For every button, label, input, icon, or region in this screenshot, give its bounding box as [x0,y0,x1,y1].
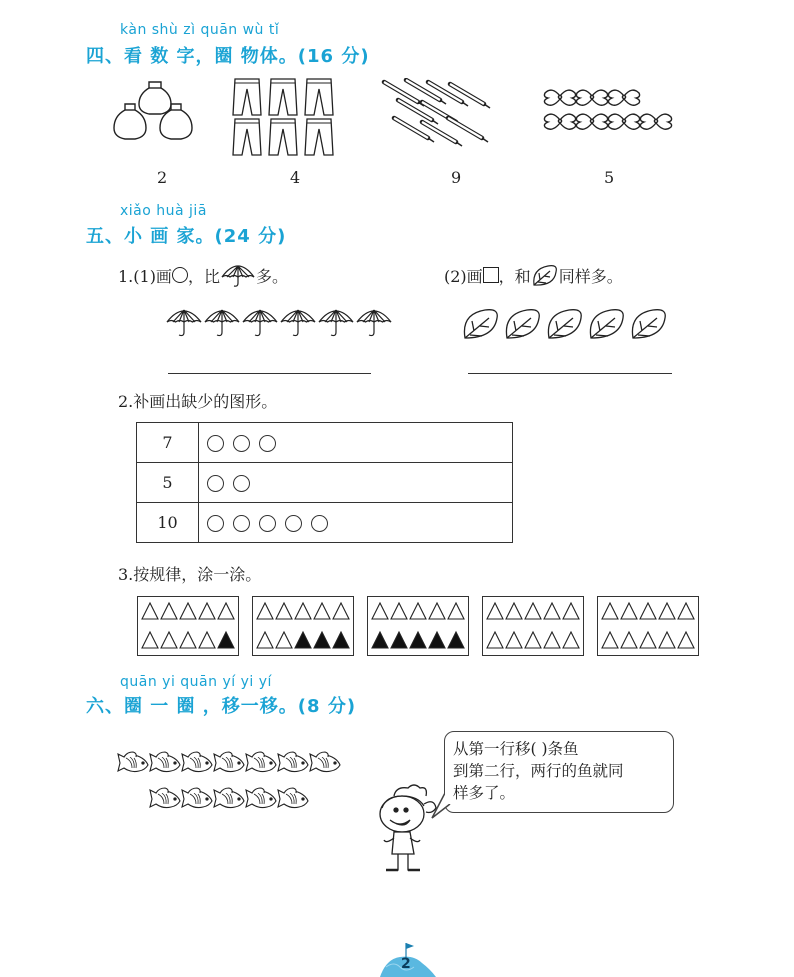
umbrella-row [166,304,396,344]
square-symbol [483,267,499,283]
bubble-line: 样多了。 [453,784,516,802]
table-number: 7 [137,423,199,463]
triangle-pattern-box[interactable] [137,596,239,656]
empty-triangle [142,603,158,619]
table-circles[interactable] [199,423,513,463]
circle-shape [259,515,276,532]
empty-triangle [276,603,292,619]
pants-icon [232,77,338,157]
filled-triangle [218,632,234,648]
section6-title: 六、圈 一 圈 ，移一移。(8 分) [86,696,357,717]
section5-pinyin: xiǎo huà jiā [120,203,207,219]
shape-table [136,422,513,543]
table-number: 10 [137,503,199,543]
empty-triangle [199,632,215,648]
circle-shape [233,435,250,452]
fish-group [112,744,362,824]
empty-triangle [506,603,522,619]
filled-triangle [410,632,426,648]
filled-triangle [295,632,311,648]
empty-triangle [333,603,349,619]
bow-icon [543,88,683,136]
question-1b: (2)画 ，和 同样多。 [444,263,623,289]
empty-triangle [621,632,637,648]
empty-triangle [678,603,694,619]
filled-triangle [333,632,349,648]
question-1a: 1.(1)画 ，比 多。 [118,263,288,289]
page-number: 2 [401,956,411,972]
question-3: 3.按规律，涂一涂。 [118,565,262,584]
leaf-icon [531,263,559,289]
empty-triangle [525,603,541,619]
triangle-row [368,597,468,655]
filled-triangle [372,632,388,648]
triangle-row [138,597,238,655]
empty-triangle [257,632,273,648]
empty-triangle [391,603,407,619]
empty-triangle [487,632,503,648]
filled-triangle [391,632,407,648]
table-row [137,463,513,503]
pen-icon [378,78,498,158]
circle-shape [311,515,328,532]
answer-line-1a[interactable] [168,373,371,374]
circle-shape [259,435,276,452]
bubble-line: 从第一行移( )条鱼 [453,740,579,758]
empty-triangle [640,632,656,648]
circle-shape [207,515,224,532]
empty-triangle [295,603,311,619]
section5-title: 五、小 画 家。(24 分) [86,226,287,247]
empty-triangle [563,603,579,619]
empty-triangle [563,632,579,648]
circle-shape [207,475,224,492]
circle-symbol [172,267,188,283]
question-2: 2.补画出缺少的图形。 [118,392,278,411]
circle-shape [233,475,250,492]
empty-triangle [621,603,637,619]
empty-triangle [544,632,560,648]
empty-triangle [410,603,426,619]
empty-triangle [506,632,522,648]
circle-shape [207,435,224,452]
empty-triangle [199,603,215,619]
leaf-row [462,304,676,344]
empty-triangle [525,632,541,648]
table-row [137,503,513,543]
triangle-row [483,597,583,655]
vase-icon [112,80,198,144]
filled-triangle [429,632,445,648]
speech-bubble [444,731,674,813]
section6-pinyin: quān yi quān yí yi yí [120,674,272,690]
group-number-vase: 2 [157,168,168,187]
empty-triangle [218,603,234,619]
empty-triangle [429,603,445,619]
empty-triangle [372,603,388,619]
group-number-pens: 9 [451,168,462,187]
umbrella-icon [220,263,256,289]
answer-line-1b[interactable] [468,373,672,374]
empty-triangle [659,632,675,648]
section4-pinyin: kàn shù zì quān wù tǐ [120,22,280,38]
fish-row-2 [150,788,308,808]
triangle-pattern-box[interactable] [367,596,469,656]
table-number: 5 [137,463,199,503]
bubble-line: 到第二行，两行的鱼就同 [453,762,624,780]
triangle-pattern-box[interactable] [252,596,354,656]
empty-triangle [314,603,330,619]
empty-triangle [640,603,656,619]
group-number-bows: 5 [604,168,615,187]
triangle-pattern-box[interactable] [482,596,584,656]
group-number-pants: 4 [290,168,301,187]
triangle-pattern-box[interactable] [597,596,699,656]
empty-triangle [448,603,464,619]
empty-triangle [602,603,618,619]
table-circles[interactable] [199,463,513,503]
empty-triangle [544,603,560,619]
empty-triangle [161,632,177,648]
empty-triangle [276,632,292,648]
empty-triangle [659,603,675,619]
empty-triangle [161,603,177,619]
table-circles[interactable] [199,503,513,543]
empty-triangle [257,603,273,619]
empty-triangle [678,632,694,648]
triangle-row [598,597,698,655]
circle-shape [233,515,250,532]
table-row [137,423,513,463]
section4-title: 四、看 数 字，圈 物体。(16 分) [86,46,370,67]
empty-triangle [142,632,158,648]
triangle-row [253,597,353,655]
filled-triangle [314,632,330,648]
empty-triangle [602,632,618,648]
filled-triangle [448,632,464,648]
circle-shape [285,515,302,532]
empty-triangle [180,603,196,619]
empty-triangle [487,603,503,619]
fish-row-1 [118,752,340,772]
empty-triangle [180,632,196,648]
bubble-tail [430,790,452,822]
